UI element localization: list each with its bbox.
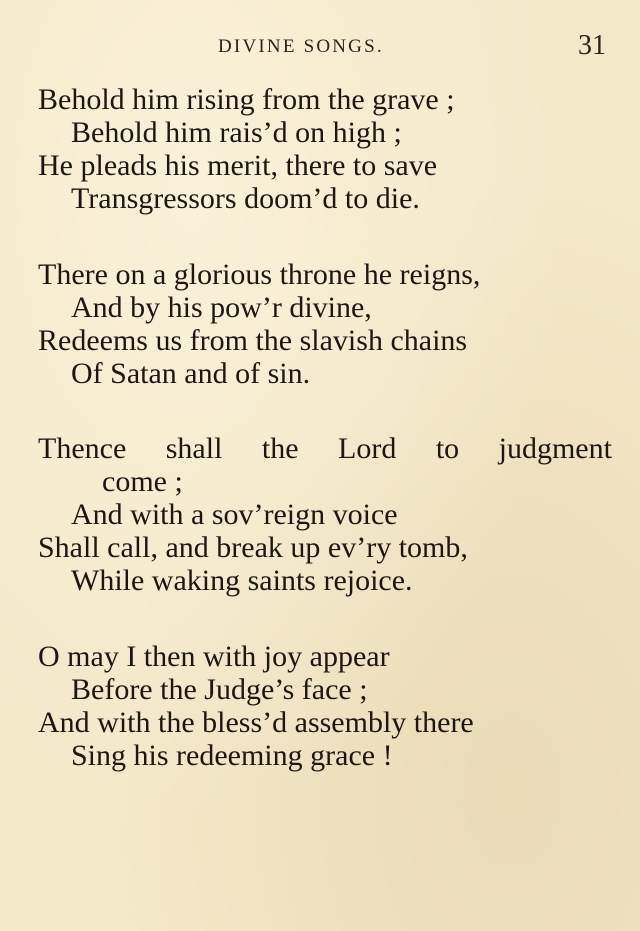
verse-line: Of Satan and of sin. [71, 357, 311, 390]
running-title: DIVINE SONGS. [218, 36, 384, 57]
verse-line: There on a glorious throne he reigns, [38, 258, 481, 291]
verse-line: Behold him rising from the grave ; [38, 83, 455, 116]
verse-word: shall [165, 432, 223, 465]
stanza-4 [38, 640, 628, 772]
running-head [0, 30, 640, 64]
verse-word: Thence [38, 432, 127, 465]
verse-word: Lord [338, 432, 397, 465]
verse-line: And with the bless’d assembly there [38, 706, 474, 739]
verse-line: Behold him rais’d on high ; [71, 116, 402, 149]
stanza-2 [38, 258, 628, 390]
verse-line: Transgressors doom’d to die. [71, 182, 420, 215]
verse-line: While waking saints rejoice. [71, 564, 413, 597]
verse-line: And by his pow’r divine, [71, 291, 372, 324]
verse-word: the [261, 432, 299, 465]
verse-line: Redeems us from the slavish chains [38, 324, 468, 357]
verse-line: And with a sov’reign voice [71, 498, 398, 531]
verse-line: come ; [102, 465, 183, 498]
page-number: 31 [578, 30, 606, 61]
verse-line: He pleads his merit, there to save [38, 149, 438, 182]
stanza-1 [38, 83, 628, 215]
verse-word: judgment [498, 432, 612, 465]
verse-line: Sing his redeeming grace ! [71, 739, 393, 772]
verse-word: to [435, 432, 460, 465]
verse-line: O may I then with joy appear [38, 640, 390, 673]
verse-line-justified [38, 432, 612, 465]
verse-line: Before the Judge’s face ; [71, 673, 368, 706]
verse-line: Shall call, and break up ev’ry tomb, [38, 531, 468, 564]
stanza-3 [38, 432, 628, 597]
